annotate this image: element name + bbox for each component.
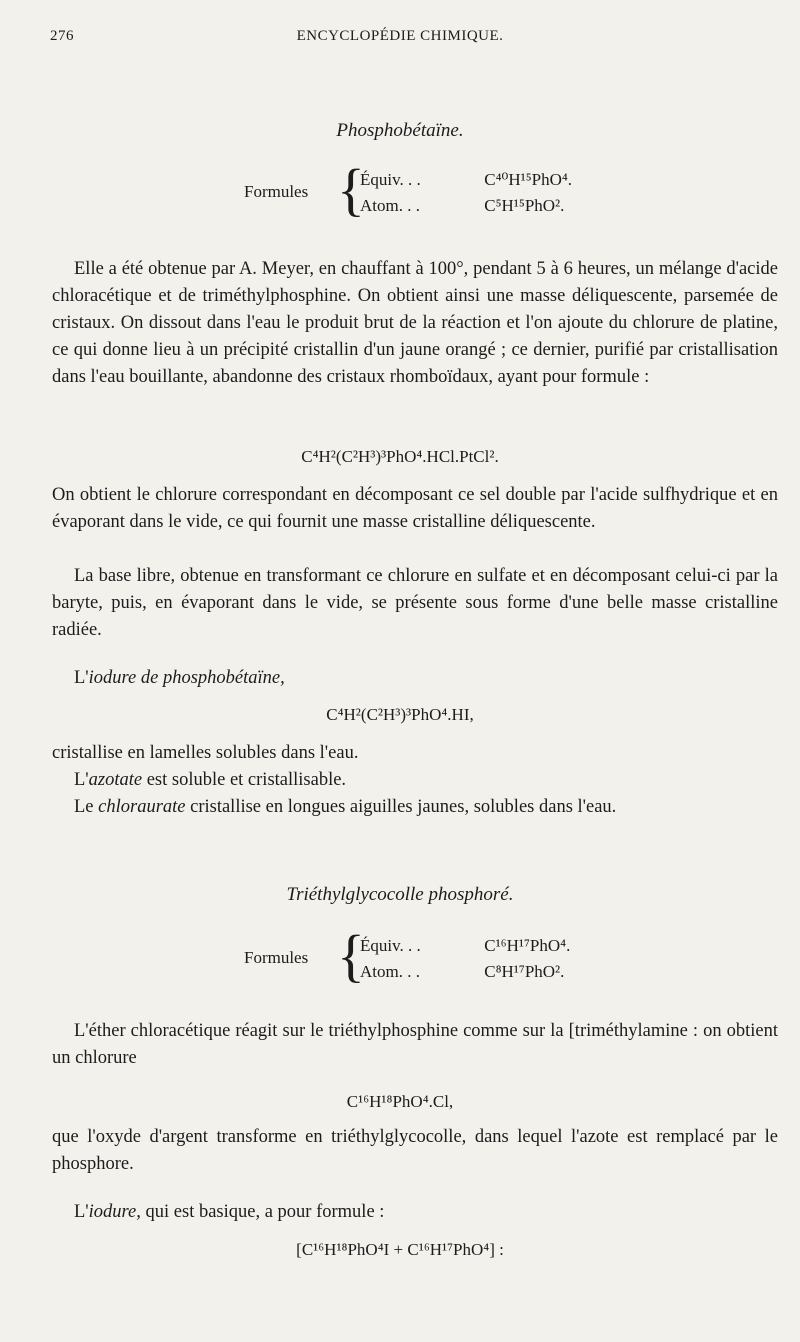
- page-header: [50, 28, 750, 52]
- section-title-phosphobetaine: Phosphobétaïne.: [336, 120, 464, 141]
- formula-value: C⁵H¹⁵PhO².: [484, 196, 565, 215]
- paragraph: Elle a été obtenue par A. Meyer, en chauffant à 100°, pendant 5 à 6 heures, un mélange d'acide chloracétique et de triméthylphosphine. On obtient ainsi une masse déliquescente, parsemée de cristaux. On dissout dans l'eau le produit brut de la réaction et l'on ajoute du chlorure de platine, ce qui donne lieu à un précipité cristallin d'un jaune orangé ; ce dernier, purifié par cristallisation dans l'eau bouillante, abandonne des cristaux rhomboïdaux, ayant pour formule :: [52, 259, 778, 387]
- text-prefix: Le: [74, 797, 99, 817]
- formula-row-equiv: [360, 170, 572, 190]
- text-rest: qui est basique, a pour formule :: [140, 1202, 385, 1222]
- page-number: 276: [50, 28, 74, 44]
- formula-value: C¹⁶H¹⁷PhO⁴.: [484, 936, 571, 955]
- italic-term: iodure,: [88, 1202, 141, 1222]
- text-prefix: L': [74, 1202, 89, 1222]
- formula-block-2: [0, 923, 800, 990]
- formula-key: Équiv. . .: [360, 936, 421, 955]
- italic-term: azotate: [88, 770, 143, 790]
- italic-term: chloraurate: [98, 797, 186, 817]
- formula-key: Atom. . .: [360, 962, 420, 981]
- brace-icon: {: [337, 923, 365, 988]
- formula-value: C⁴⁰H¹⁵PhO⁴.: [484, 170, 573, 189]
- brace-icon: {: [337, 157, 365, 222]
- formula-key: Équiv. . .: [360, 170, 421, 189]
- formula-label: Formules: [244, 182, 309, 201]
- text-prefix: L': [74, 770, 89, 790]
- paragraph: cristallise en lamelles solubles dans l'eau.: [52, 743, 359, 763]
- italic-term: iodure de phosphobétaïne,: [88, 668, 285, 688]
- azotate-line: [52, 767, 778, 794]
- formula-line: C¹⁶H¹⁸PhO⁴.Cl,: [346, 1092, 454, 1111]
- formula-value: C⁸H¹⁷PhO².: [484, 962, 565, 981]
- iodure-line: [52, 1199, 778, 1226]
- paragraph: On obtient le chlorure correspondant en décomposant ce sel double par l'acide sulfhydrique et en évaporant dans le vide, ce qui fournit une masse cristalline déliquescente.: [52, 485, 778, 532]
- text-prefix: L': [74, 668, 89, 688]
- paragraph: que l'oxyde d'argent transforme en triéthylglycocolle, dans lequel l'azote est remplacé par le phosphore.: [52, 1127, 778, 1174]
- paragraph: L'éther chloracétique réagit sur le triéthylphosphine comme sur la [triméthylamine : on obtient un chlorure: [52, 1021, 778, 1068]
- formula-label: Formules: [244, 948, 309, 967]
- text-rest: cristallise en longues aiguilles jaunes, solubles dans l'eau.: [185, 797, 617, 817]
- chloraurate-line: [52, 794, 778, 821]
- formula-row-atom: [360, 196, 564, 216]
- paragraph: La base libre, obtenue en transformant ce chlorure en sulfate et en décomposant celui-ci par la baryte, puis, en évaporant dans le vide, se présente sous forme d'une belle masse cristalline radiée.: [52, 566, 778, 640]
- formula-row-equiv: [360, 936, 570, 956]
- running-title: ENCYCLOPÉDIE CHIMIQUE.: [296, 28, 504, 44]
- formula-line: C⁴H²(C²H³)³PhO⁴.HI,: [326, 705, 474, 724]
- formula-block-1: [0, 157, 800, 224]
- formula-row-atom: [360, 962, 564, 982]
- text-rest: est soluble et cristallisable.: [142, 770, 347, 790]
- formula-line: [C¹⁶H¹⁸PhO⁴I + C¹⁶H¹⁷PhO⁴] :: [296, 1240, 504, 1259]
- section-title-triethylglycocolle: Triéthylglycocolle phosphoré.: [286, 884, 514, 905]
- iodure-heading: [52, 665, 778, 692]
- formula-key: Atom. . .: [360, 196, 420, 215]
- formula-line: C⁴H²(C²H³)³PhO⁴.HCl.PtCl².: [301, 447, 499, 466]
